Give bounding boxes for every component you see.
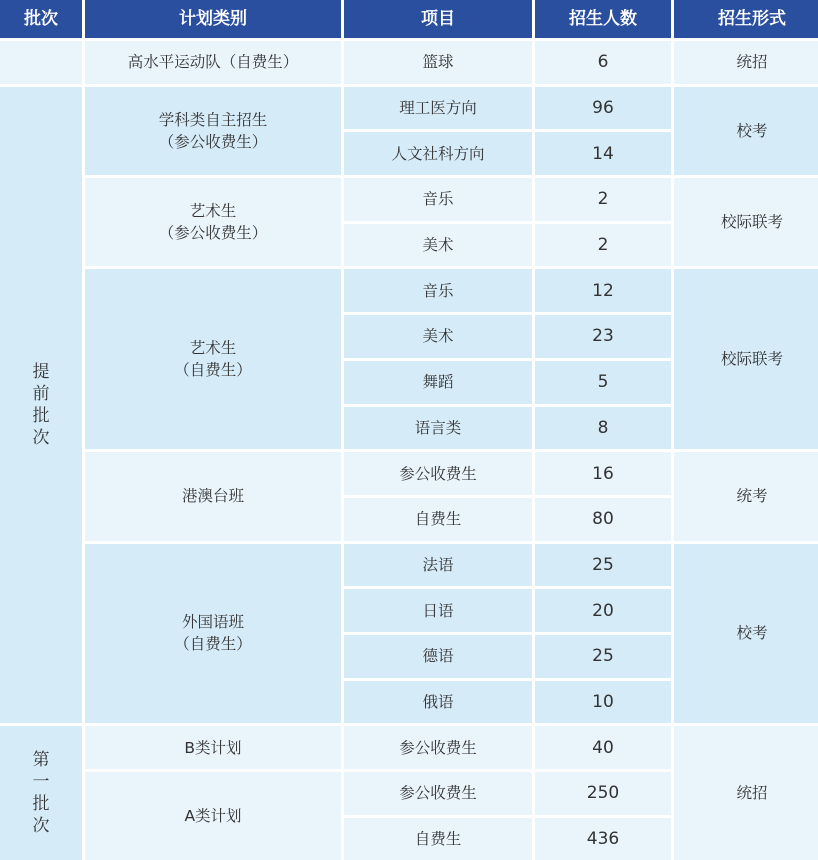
count-cell: 2: [535, 224, 671, 267]
count-cell: 2: [535, 178, 671, 221]
batch-first-char: 第: [32, 750, 50, 771]
category-line: （参公收费生）: [158, 132, 268, 151]
form-art-public: 校际联考: [674, 178, 818, 266]
form-foreign: 校考: [674, 544, 818, 724]
category-art-public: [85, 178, 341, 266]
count-cell: 5: [535, 361, 671, 404]
count-cell: 250: [535, 772, 671, 815]
project-cell: 参公收费生: [344, 772, 532, 815]
count-cell: 14: [535, 132, 671, 175]
category-line: 外国语班: [181, 613, 244, 632]
header-project: 项目: [344, 0, 532, 38]
count-cell: 8: [535, 407, 671, 450]
count-cell: 436: [535, 818, 671, 860]
project-cell: 自费生: [344, 818, 532, 860]
category-sports: 高水平运动队（自费生）: [85, 41, 341, 84]
count-cell: 25: [535, 635, 671, 678]
category-line: 艺术生: [189, 202, 237, 221]
count-cell: 23: [535, 315, 671, 358]
category-line: （自费生）: [174, 635, 252, 654]
category-line: （自费生）: [174, 361, 252, 380]
batch-first-char: 一: [32, 772, 50, 793]
project-cell: 人文社科方向: [344, 132, 532, 175]
batch-first-char: 次: [32, 816, 50, 837]
project-cell: 参公收费生: [344, 452, 532, 495]
project-cell: 音乐: [344, 178, 532, 221]
project-cell: 美术: [344, 315, 532, 358]
header-count: 招生人数: [535, 0, 671, 38]
project-cell: 法语: [344, 544, 532, 587]
form-hmt: 统考: [674, 452, 818, 540]
category-line: 艺术生: [189, 339, 237, 358]
count-cell: 6: [535, 41, 671, 84]
form-art-self: 校际联考: [674, 269, 818, 449]
count-cell: 96: [535, 87, 671, 130]
batch-advance: [0, 87, 82, 724]
count-cell: 16: [535, 452, 671, 495]
form-sports: 统招: [674, 41, 818, 84]
form-academic: 校考: [674, 87, 818, 175]
count-cell: 10: [535, 681, 671, 724]
batch-advance-char: 提: [32, 362, 50, 382]
project-cell: 美术: [344, 224, 532, 267]
category-foreign: [85, 544, 341, 724]
header-form: 招生形式: [674, 0, 818, 38]
project-cell: 自费生: [344, 498, 532, 541]
category-line: 学科类自主招生: [158, 110, 268, 129]
project-cell: 日语: [344, 589, 532, 632]
category-plan-a: A类计划: [85, 772, 341, 860]
batch-first-char: 批: [32, 794, 50, 815]
project-cell: 俄语: [344, 681, 532, 724]
header-category: 计划类别: [85, 0, 341, 38]
category-line: （参公收费生）: [158, 224, 268, 243]
project-cell: 篮球: [344, 41, 532, 84]
project-cell: 德语: [344, 635, 532, 678]
category-art-self: [85, 269, 341, 449]
project-cell: 理工医方向: [344, 87, 532, 130]
batch-empty-cell: [0, 41, 82, 84]
batch-advance-char: 次: [32, 428, 50, 448]
form-first: 统招: [674, 726, 818, 860]
category-academic: [85, 87, 341, 175]
category-hmt: 港澳台班: [85, 452, 341, 540]
project-cell: 音乐: [344, 269, 532, 312]
category-plan-b: B类计划: [85, 726, 341, 769]
count-cell: 80: [535, 498, 671, 541]
count-cell: 40: [535, 726, 671, 769]
project-cell: 舞蹈: [344, 361, 532, 404]
batch-advance-char: 批: [32, 406, 50, 426]
project-cell: 参公收费生: [344, 726, 532, 769]
project-cell: 语言类: [344, 407, 532, 450]
batch-advance-char: 前: [32, 384, 50, 404]
batch-first: [0, 726, 82, 860]
count-cell: 12: [535, 269, 671, 312]
header-batch: 批次: [0, 0, 82, 38]
count-cell: 20: [535, 589, 671, 632]
count-cell: 25: [535, 544, 671, 587]
